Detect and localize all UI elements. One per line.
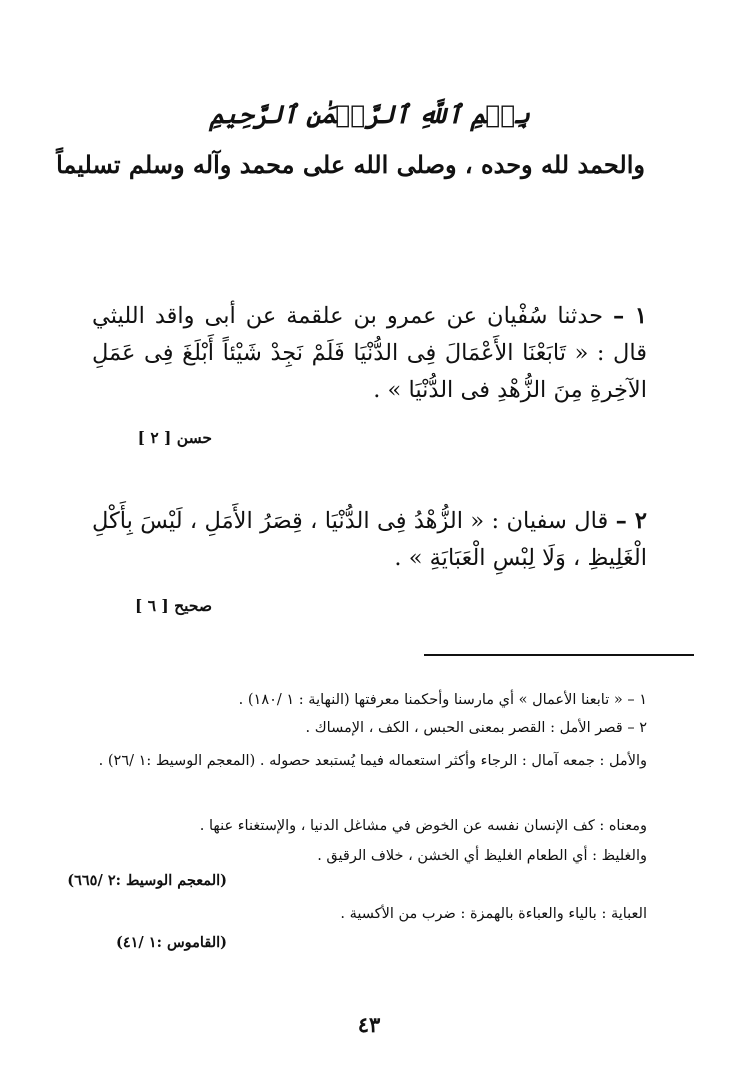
hadith-1-text: حدثنا سُفْيان عن عمرو بن علقمة عن أبى واقد الليثي قال : « تَابَعْنَا الأَعْمَالَ فِى الدُّنْيَا فَلَمْ نَجِدْ شَيْئاً أَبْلَغَ فِى عَمَلِ الآخِرةِ مِنَ الزُّهْدِ فى الدُّنْيَا » . (92, 303, 647, 403)
basmala-calligraphy: بِسۡمِ ٱللَّهِ ٱلرَّحۡمَٰنِ ٱلرَّحِيمِ (209, 100, 530, 129)
footnote-amal: والأمل : جمعه آمال : الرجاء وأكثر استعماله فيما يُستبعد حصوله . (المعجم الوسيط :١ /٢٦) . (98, 753, 647, 769)
footnote-2: ٢ – قصر الأمل : القصر بمعنى الحبس ، الكف ، الإمساك . (305, 720, 647, 736)
footnote-meaning: ومعناه : كف الإنسان نفسه عن الخوض في مشاغل الدنيا ، والإستغناء عنها . (199, 818, 647, 834)
hadith-1-grade: حسن [ ٢ ] (137, 428, 212, 447)
hadith-2-number: ٢ – (615, 508, 647, 534)
footnote-reference-1: (المعجم الوسيط :٢ /٦٦٥) (67, 872, 227, 889)
footnote-ghaleez: والغليظ : أي الطعام الغليظ أي الخشن ، خلاف الرقيق . (317, 848, 647, 864)
footnote-abaya: العباية : بالياء والعباءة بالهمزة : ضرب من الأكسية . (340, 906, 647, 922)
footnote-divider (424, 654, 694, 656)
page-number: ٤٣ (357, 1012, 381, 1037)
hadith-1 (92, 298, 647, 409)
praise-line: والحمد لله وحده ، وصلى الله على محمد وآله وسلم تسليماً (56, 150, 645, 179)
hadith-2 (92, 503, 647, 577)
hadith-2-text: قال سفيان : « الزُّهْدُ فِى الدُّنْيَا ، قِصَرُ الأَمَلِ ، لَيْسَ بِأَكْلِ الْغَلِيظِ ، وَلَا لِبْسِ الْعَبَايَةِ » . (92, 508, 647, 571)
footnote-reference-2: (القاموس :١ /٤١) (115, 934, 227, 951)
hadith-2-grade: صحيح [ ٦ ] (134, 596, 212, 615)
hadith-1-number: ١ – (613, 303, 647, 329)
footnote-1: ١ – « تابعنا الأعمال » أي مارسنا وأحكمنا معرفتها (النهاية : ١ /١٨٠) . (238, 692, 647, 708)
